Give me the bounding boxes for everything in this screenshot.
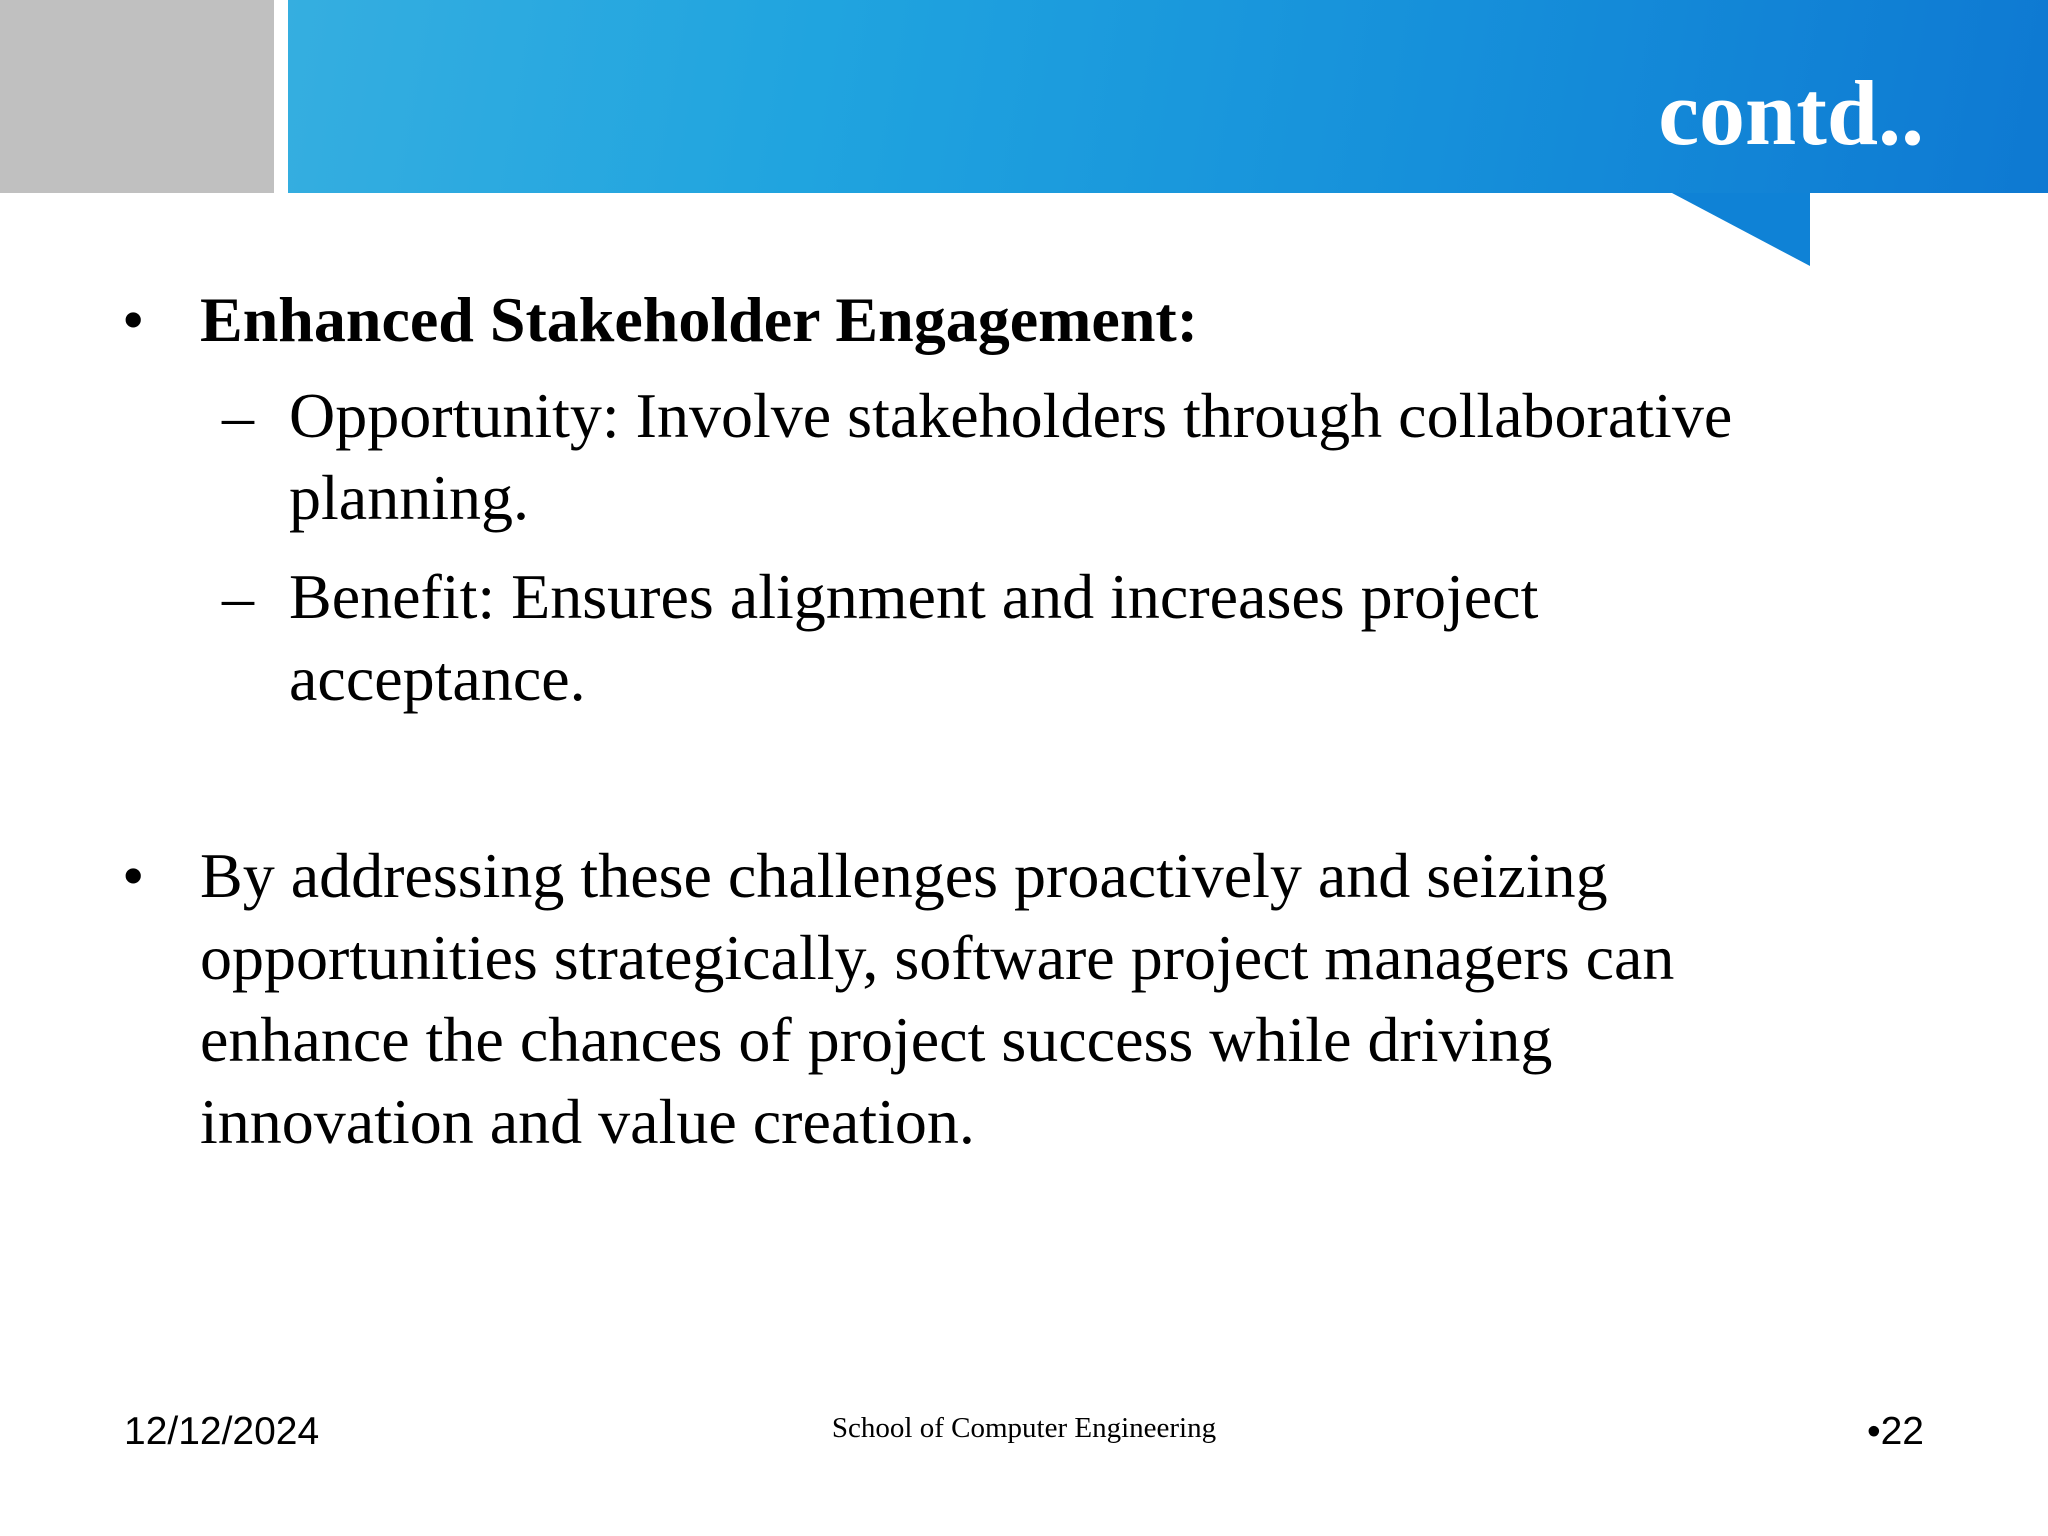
slide-title: contd.. [1658,62,1924,164]
sub-bullet-benefit: Benefit: Ensures alignment and increases project acceptance. [289,561,1539,714]
bullet-summary: By addressing these challenges proactively and seizing opportunities strategically, software project managers can enhance the chances of project success while driving innovation and value creation. [200,840,1675,1157]
sub-bullet-marker: – [222,380,254,451]
sub-bullet-opportunity: Opportunity: Involve stakeholders through collaborative planning. [289,380,1733,533]
footer-school-name: School of Computer Engineering [831,1412,1217,1444]
footer-date: 12/12/2024 [124,1410,320,1453]
bullet-marker: • [122,284,145,355]
bullet-marker: • [122,840,145,911]
sub-bullet-marker: – [222,561,254,632]
bullet-heading: Enhanced Stakeholder Engagement: [200,284,1199,355]
header-grey-block [0,0,274,193]
footer-page-number: •22 [1866,1410,1924,1453]
